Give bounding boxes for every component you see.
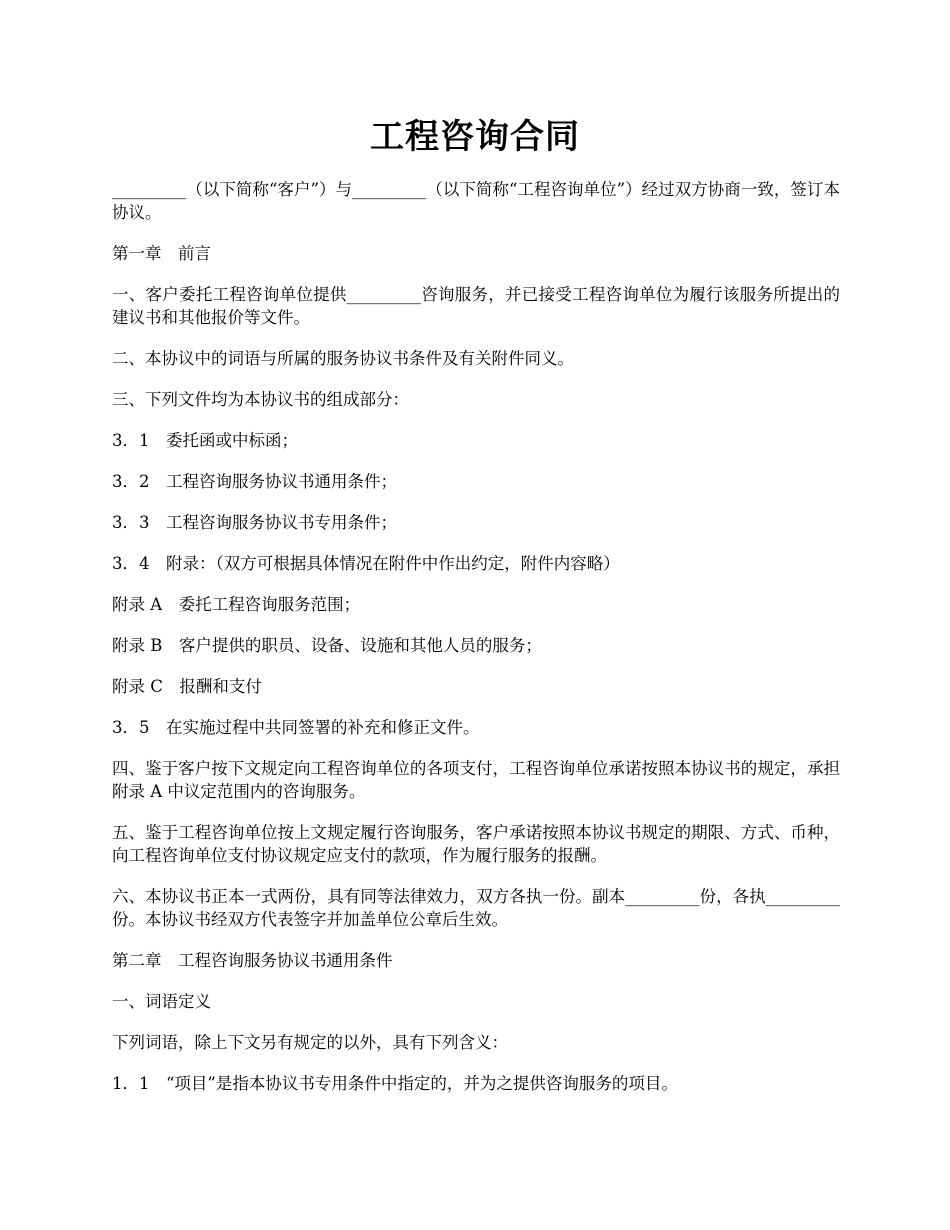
clause-3-5: 3．5 在实施过程中共同签署的补充和修正文件。 [112,718,480,737]
clause-4: 四、鉴于客户按下文规定向工程咨询单位的各项支付，工程咨询单位承诺按照本协议书的规定，承担附录 A 中议定范围内的咨询服务。 [112,759,840,801]
clause-3-3: 3．3 工程咨询服务协议书专用条件； [112,513,397,532]
chapter-two-heading: 第二章 工程咨询服务协议书通用条件 [112,951,393,970]
appendix-b: 附录 B 客户提供的职员、设备、设施和其他人员的服务； [112,636,542,655]
clause-3-4: 3．4 附录：（双方可根据具体情况在附件中作出约定，附件内容略） [112,554,620,573]
intro-paragraph: _________（以下简称“客户”）与_________（以下简称“工程咨询单位”）经过双方协商一致，签订本协议。 [112,180,840,222]
clause-2: 二、本协议中的词语与所属的服务协议书条件及有关附件同义。 [112,349,574,368]
clause-1: 一、客户委托工程咨询单位提供_________咨询服务，并已接受工程咨询单位为履行该服务所提出的建议书和其他报价等文件。 [112,285,840,327]
document-title: 工程咨询合同 [370,117,580,157]
appendix-a: 附录 A 委托工程咨询服务范围； [112,595,361,614]
clause-6: 六、本协议书正本一式两份，具有同等法律效力，双方各执一份。副本_________份，各执_________份。本协议书经双方代表签字并加盖单位公章后生效。 [112,887,840,929]
chapter-one-heading: 第一章 前言 [112,244,211,263]
clause-5: 五、鉴于工程咨询单位按上文规定履行咨询服务，客户承诺按照本协议书规定的期限、方式、币种，向工程咨询单位支付协议规定应支付的款项，作为履行服务的报酬。 [112,823,840,865]
definitions-intro: 下列词语，除上下文另有规定的以外，具有下列含义： [112,1033,508,1052]
document-body [112,178,840,1113]
clause-3: 三、下列文件均为本协议书的组成部分： [112,390,409,409]
definition-1-1: 1．1 “项目”是指本协议书专用条件中指定的，并为之提供咨询服务的项目。 [112,1074,678,1093]
clause-3-2: 3．2 工程咨询服务协议书通用条件； [112,472,397,491]
section-definitions: 一、词语定义 [112,992,211,1011]
clause-3-1: 3．1 委托函或中标函； [112,431,298,450]
appendix-c: 附录 C 报酬和支付 [112,677,262,696]
